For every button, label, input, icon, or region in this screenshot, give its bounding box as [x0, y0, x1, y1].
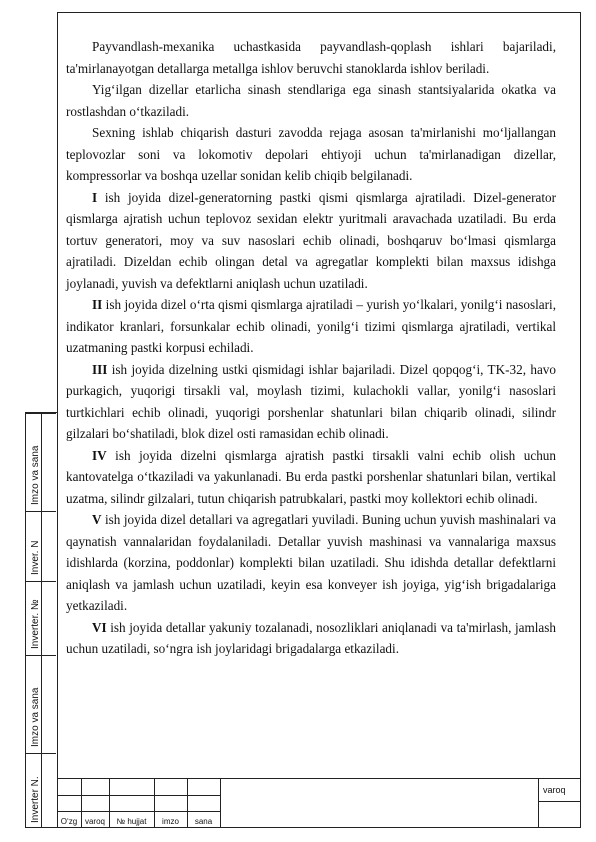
side-cell-inv-3: [26, 753, 56, 829]
stamp-header: O‘zg: [60, 817, 78, 826]
paragraph: V ish joyida dizel detallari va agregatlari yuviladi. Buning uchun yuvish mashinalari va qaynatish vannalaridan foydalaniladi. Detallar yuvish mashinasi va vannalariga maxsus idishlarda (korzina, poddonlar) komplekti bilan uzatiladi. Shu idishda detallar defektlarni aniqlash va jamlash uchun uzatiladi, keyin esa konveyer ish joyiga, yig‘ish brigadalariga yetkaziladi.: [66, 512, 556, 613]
side-label: Imzo va sana: [30, 687, 41, 747]
stamp-header: № hujjat: [116, 817, 147, 826]
side-cell-inv-1: [26, 511, 56, 581]
revision-table: [57, 779, 220, 828]
side-cell-inv-2: [26, 581, 56, 655]
side-label: Inverter. №: [30, 599, 41, 649]
paragraph: IV ish joyida dizelni qismlarga ajratish pastki tirsakli valni echib olish uchun kantovatelga o‘tkaziladi va yakunlanadi. Bu erda pastki porshenlar shatunlari bilan, vertikal uzatma, silindr gilzalari, tutun chiqarish patrubkalari, pastki moy kollektori echib olinadi.: [66, 447, 556, 506]
side-cell-signature-2: [26, 655, 56, 753]
title-block: [57, 778, 581, 828]
paragraph: III ish joyida dizelning ustki qismidagi ishlar bajariladi. Dizel qopqog‘i, TK-32, havo purkagich, yuqorigi tirsakli val, moylash tizimi, kulachokli vallar, yonilg‘i nasoslari turtkichlari echib olinadi, yuqorigi porshenlar shatunlari bilan chiqarib olinadi, silindr gilzalari bo‘shatiladi, blok dizel osti ramasidan echib olinadi.: [66, 361, 556, 441]
side-label: Inverter N.: [30, 776, 41, 823]
side-cell-signature-1: [26, 413, 56, 511]
paragraph: Payvandlash-mexanika uchastkasida payvandlash-qoplash ishlari bajariladi, ta'mirlanayotgan detallarga metallga ishlov beruvchi stanoklarda ishlov beriladi.: [66, 39, 556, 76]
side-label: Imzo va sana: [30, 445, 41, 505]
paragraph: VI ish joyida detallar yakuniy tozalanadi, nosozliklari aniqlanadi va ta'mirlash, jamlash uchun uzatiladi, so‘ngra ish joylaridagi brigadalarga etkaziladi.: [66, 619, 556, 656]
stamp-header: sana: [194, 817, 213, 826]
paragraph: Sexning ishlab chiqarish dasturi zavodda rejaga asosan ta'mirlanishi mo‘ljallangan teplovozlar soni va lokomotiv depolari ehtiyoji uchun ta'mirlanadigan dizellar, kompressorlar va boshqa uzellar sonidan kelib chiqib belgilanadi.: [66, 125, 556, 183]
paragraph: I ish joyida dizel-generatorning pastki qismi qismlarga ajratiladi. Dizel-generator qismlarga ajratish uchun teplovoz sexidan elektr yuritmali aravachada uzatiladi. Bu erda tortuv generatori, moy va suv nasoslari echib olinadi, boshqaruv bo‘lmasi qismlarga ajratiladi. Dizeldan echib olingan detal va agregatlar komplekti bilan maxsus idishga joylanadi, yuvish va defektlarni aniqlash uchun uzatiladi.: [66, 189, 556, 291]
paragraph: II ish joyida dizel o‘rta qismi qismlarga ajratiladi – yurish yo‘lkalari, yonilg‘i nasoslari, indikator kranlari, forsunkalar echib olinadi, yonilg‘i tizimi qismlarga ajratiladi, vertikal uzatmaning pastki korpusi echiladi.: [66, 297, 556, 355]
paragraph: Yig‘ilgan dizellar etarlicha sinash stendlariga ega sinash stantsiyalarida okatka va rostlashdan o‘tkaziladi.: [66, 82, 556, 119]
sheet-label: varoq: [543, 785, 566, 795]
side-label: Inver. N: [30, 540, 41, 575]
stamp-header: varoq: [84, 817, 105, 826]
document-body: [66, 36, 556, 660]
stamp-header: imzo: [162, 817, 179, 826]
side-stamp-strip: [25, 412, 57, 828]
